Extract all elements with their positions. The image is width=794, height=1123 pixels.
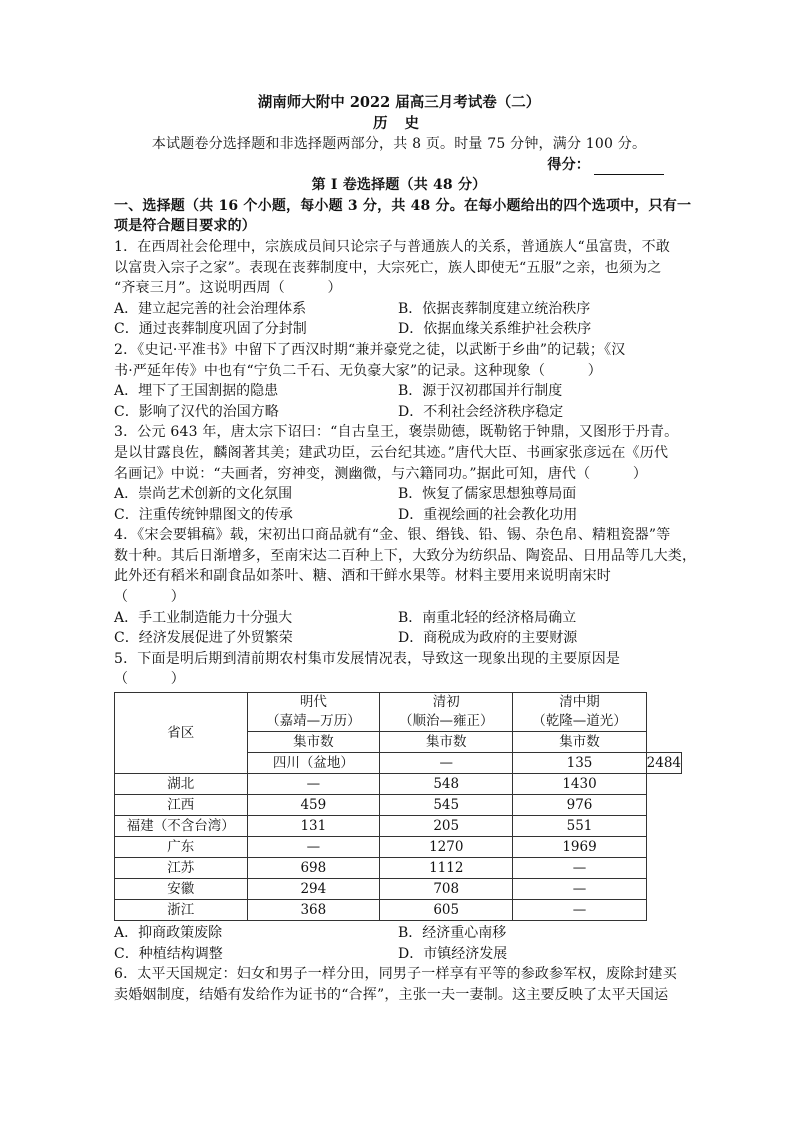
table-cell: — [513,879,646,900]
score-blank[interactable] [594,160,664,175]
table-cell: 1112 [380,858,513,879]
exam-intro: 本试题卷分选择题和非选择题两部分，共 8 页。时量 75 分钟，满分 100 分。 [151,136,647,152]
question-text: “齐衰三月”。这说明西周（ ） [114,280,342,297]
question-text: 卖婚姻制度，结婚有发给作为证书的“合挥”，主张一夫一妻制。这主要反映了太平天国运 [114,986,669,1003]
table-cell: — [380,753,513,774]
table-cell: — [513,858,646,879]
options-row [114,923,684,944]
question-text: 此外还有稻米和副食品如茶叶、糖、酒和干鲜水果等。材料主要用来说明南宋时 [114,568,611,585]
option-b: B．经济重心南移 [398,925,507,942]
option-d: D．市镇经济发展 [398,945,508,962]
table-cell: 368 [247,900,380,921]
table-row [115,858,682,879]
table-header-cell: 清初 （顺治—雍正） [380,693,513,732]
options-row [114,299,684,320]
score-label: 得分： [547,156,590,173]
question-text: 3．公元 643 年，唐太宗下诏曰：“自古皇王，褒崇勋德，既勒铭于钟鼎，又图形于丹青。 [114,424,679,441]
market-table [114,692,682,921]
question-text: 1．在西周社会伦理中，宗族成员间只论宗子与普通族人的关系，普通族人“虽富贵，不敢 [114,238,671,255]
question-text: 名画记》中说：“夫画者，穷神变，测幽微，与六籍同功。”据此可知，唐代（ ） [114,465,648,482]
table-header-cell: 集市数 [513,732,646,753]
table-cell: 广东 [115,837,248,858]
question-text: 5．下面是明后期到清前期农村集市发展情况表，导致这一现象出现的主要原因是 [114,650,621,667]
table-cell: 江西 [115,795,248,816]
table-cell: 四川（盆地） [247,753,380,774]
option-a: A．崇尚艺术创新的文化氛围 [114,486,293,503]
options-row [114,608,684,629]
question-4 [114,525,697,649]
table-cell: 1270 [380,837,513,858]
question-text: 数十种。其后日渐增多，至南宋达二百种上下，大致分为纺织品、陶瓷品、日用品等几大类， [114,547,697,564]
options-row [114,944,684,965]
table-header-row [115,693,682,732]
table-cell: — [247,774,380,795]
table-cell: 698 [247,858,380,879]
table-cell: 605 [380,900,513,921]
table-header-cell: 集市数 [247,732,380,753]
question-text: （ ） [114,671,185,688]
section-instruction: 一、选择题（共 16 个小题，每小题 3 分，共 48 分。在每小题给出的四个选项中，只有一 [114,197,692,214]
options-row [114,484,684,505]
option-d: D．依据血缘关系维护社会秩序 [398,321,592,338]
table-cell: 1969 [513,837,646,858]
exam-page [114,92,697,1005]
subject-title: 历 史 [372,115,426,132]
question-text: 2．《史记·平准书》中留下了西汉时期“兼并豪党之徒，以武断于乡曲”的记载；《汉 [114,341,626,358]
question-text: （ ） [114,589,185,606]
table-cell: 545 [380,795,513,816]
table-cell: 福建（不含台湾） [115,816,248,837]
table-cell: 294 [247,879,380,900]
table-row [115,837,682,858]
option-d: D．重视绘画的社会教化功用 [398,506,578,523]
option-a: A．埋下了王国割据的隐患 [114,383,279,400]
option-d: D．不利社会经济秩序稳定 [398,403,564,420]
table-cell: 135 [513,753,646,774]
table-row [115,816,682,837]
options-row [114,381,684,402]
option-b: B．源于汉初郡国并行制度 [398,383,563,400]
question-text: 4．《宋会要辑稿》载，宋初出口商品就有“金、银、缗钱、铅、锡、杂色帛、精粗瓷器”等 [114,527,671,544]
options-row [114,319,684,340]
table-row [115,774,682,795]
table-cell: 551 [513,816,646,837]
question-text: 是以甘露良佐，麟阁著其美；建武功臣，云台纪其迹。”唐代大臣、书画家张彦远在《历代 [114,444,669,461]
option-b: B．依据丧葬制度建立统治秩序 [398,300,591,317]
option-c: C．种植结构调整 [114,945,223,962]
question-text: 书·严延年传》中也有“宁负二千石、无负豪大家”的记录。这种现象（ ） [114,362,602,379]
option-c: C．经济发展促进了外贸繁荣 [114,630,293,647]
option-b: B．南重北轻的经济格局确立 [398,609,577,626]
option-d: D．商税成为政府的主要财源 [398,630,578,647]
score-field [114,155,684,176]
question-text: 以富贵入宗子之家”。表现在丧葬制度中，大宗死亡，族人即使无“五服”之亲，也须为之 [114,259,662,276]
table-cell: 江苏 [115,858,248,879]
table-cell: 459 [247,795,380,816]
table-cell: — [247,837,380,858]
table-header-cell: 集市数 [380,732,513,753]
table-header-cell: 明代 （嘉靖—万历） [247,693,380,732]
table-cell: 131 [247,816,380,837]
question-3 [114,422,684,525]
question-text: 6．太平天国规定：妇女和男子一样分田，同男子一样享有平等的参政参军权，废除封建买 [114,966,677,983]
option-a: A．手工业制造能力十分强大 [114,609,293,626]
table-cell: 2484 [646,753,681,774]
option-c: C．注重传统钟鼎图文的传承 [114,506,293,523]
table-cell: 安徽 [115,879,248,900]
table-cell: 湖北 [115,774,248,795]
option-c: C．影响了汉代的治国方略 [114,403,279,420]
options-row [114,628,684,649]
section-instruction-cont: 项是符合题目要求的） [114,218,256,235]
option-c: C．通过丧葬制度巩固了分封制 [114,321,307,338]
options-row [114,505,684,526]
option-a: A．建立起完善的社会治理体系 [114,300,307,317]
table-row [115,900,682,921]
question-1 [114,237,684,340]
question-5 [114,649,684,964]
table-cell: 1430 [513,774,646,795]
table-header-cell: 省区 [115,693,248,774]
option-a: A．抑商政策废除 [114,925,223,942]
options-row [114,402,684,423]
table-row [115,795,682,816]
table-cell: 548 [380,774,513,795]
table-row [115,879,682,900]
table-cell: 708 [380,879,513,900]
question-6 [114,964,684,1005]
option-b: B．恢复了儒家思想独尊局面 [398,486,577,503]
table-cell: — [513,900,646,921]
exam-title: 湖南师大附中 2022 届高三月考试卷（二） [257,94,541,111]
table-cell: 浙江 [115,900,248,921]
section-title: 第 I 卷选择题（共 48 分） [311,177,487,194]
question-2 [114,340,684,422]
table-cell: 205 [380,816,513,837]
table-header-cell: 清中期 （乾隆—道光） [513,693,646,732]
table-cell: 976 [513,795,646,816]
